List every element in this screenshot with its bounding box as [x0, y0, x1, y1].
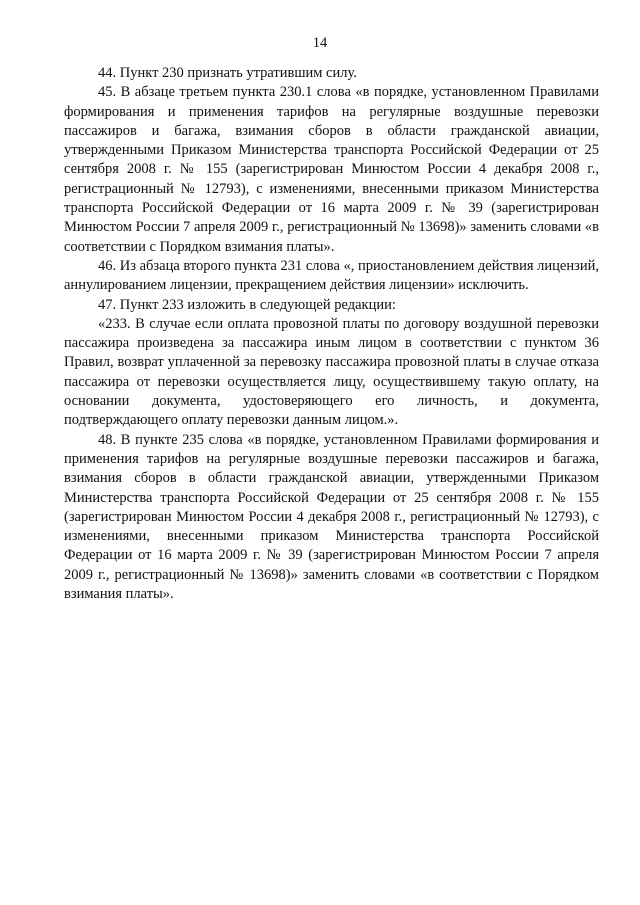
paragraph-item-47: 47. Пункт 233 изложить в следующей редакции:	[98, 296, 396, 313]
paragraph-item-48: 48. В пункте 235 слова «в порядке, установленном Правилами формирования и применения тарифов на регулярные воздушные перевозки пассажиров и багажа, взимания сборов в области гражданской авиации, утвержденными Приказом Министерства транспорта Российской Федерации от 25 сентября 2008 г. № 155 (зарегистрирован Минюстом России 4 декабря 2008 г., регистрационный № 12793), с изменениями, внесенными приказом Министерства транспорта Российской Федерации от 16 марта 2009 г. № 39 (зарегистрирован Минюстом России 7 апреля 2009 г., регистрационный № 13698)» заменить словами «в соответствии с Порядком взимания платы».	[64, 431, 599, 603]
paragraph-quoted-233: «233. В случае если оплата провозной платы по договору воздушной перевозки пассажира произведена за пассажира иным лицом в соответствии с пунктом 36 Правил, возврат уплаченной за перевозку пассажира провозной платы в случае отказа пассажира от перевозки осуществляется лицу, осуществившему такую оплату, на основании документа, удостоверяющего его личность, и документа, подтверждающего оплату перевозки данным лицом.».	[64, 315, 599, 429]
document-body	[64, 64, 599, 604]
page-number: 14	[312, 35, 328, 51]
paragraph-item-45: 45. В абзаце третьем пункта 230.1 слова «в порядке, установленном Правилами формирования и применения тарифов на регулярные воздушные перевозки пассажиров и багажа, взимания сборов в области гражданской авиации, утвержденными Приказом Министерства транспорта Российской Федерации от 25 сентября 2008 г. № 155 (зарегистрирован Минюстом России 4 декабря 2008 г., регистрационный № 12793), с изменениями, внесенными приказом Министерства транспорта Российской Федерации от 16 марта 2009 г. № 39 (зарегистрирован Минюстом России 7 апреля 2009 г., регистрационный № 13698)» заменить словами «в соответствии с Порядком взимания платы».	[64, 84, 599, 255]
paragraph-item-46: 46. Из абзаца второго пункта 231 слова «, приостановлением действия лицензий, аннулированием лицензии, прекращением действия лицензии» исключить.	[64, 257, 599, 294]
paragraph-item-44: 44. Пункт 230 признать утратившим силу.	[98, 65, 357, 81]
